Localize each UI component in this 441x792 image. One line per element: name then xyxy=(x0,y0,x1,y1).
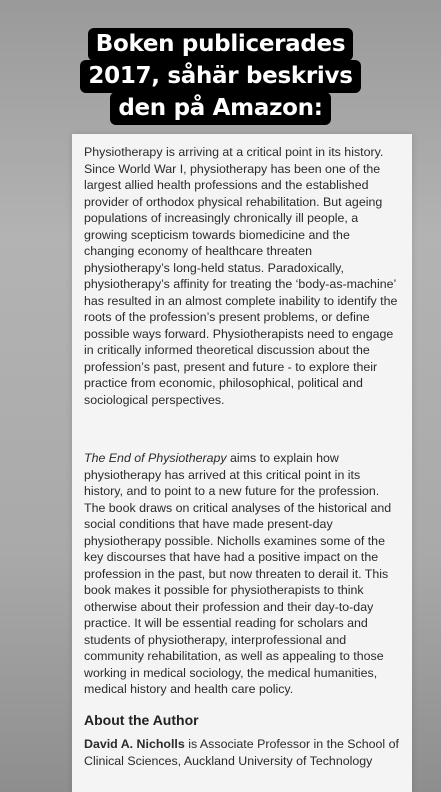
description-paragraph-2 xyxy=(84,450,400,698)
description-paragraph-1: Physiotherapy is arriving at a critical point in its history. Since World War I, physiotherapy has been one of the largest allied health professions and the established provider of orthodox physical rehabilitation. But ageing populations of increasingly chronically ill people, a growing scepticism towards biomedicine and the changing economy of healthcare threaten physiotherapy’s long-held status. Paradoxically, physiotherapy’s affinity for treating the ‘body-as-machine’ has resulted in an almost complete inability to identify the roots of the profession’s present problems, or define possible ways forward. Physiotherapists need to engage in critically informed theoretical discussion about the profession’s past, present and future - to explore their practice from economic, philosophical, political and sociological perspectives. xyxy=(84,145,398,407)
book-title: The End of Physiotherapy xyxy=(84,451,227,465)
about-author-heading: About the Author xyxy=(84,711,199,728)
author-bio xyxy=(84,736,400,769)
description-paragraph-2-text: aims to explain how physiotherapy has arrived at this critical point in its history, and to point to a new future for the profession. The book draws on critical analyses of the historical and social conditions that have made present-day physiotherapy possible. Nicholls examines some of the key discourses that have had a positive impact on the profession in the past, but now threaten to derail it. This book makes it possible for physiotherapists to think otherwise about their profession and their day-to-day practice. It will be essential reading for scholars and students of physiotherapy, interprofessional and community rehabilitation, as well as appealing to those working in medical sociology, the medical humanities, medical history and health care policy. xyxy=(84,451,392,696)
author-bio-text: is Associate Professor in the School of Clinical Sciences, Auckland University of Technology xyxy=(84,737,399,768)
paragraph-spacer xyxy=(84,408,400,450)
story-caption xyxy=(0,28,441,125)
caption-line-3: den på Amazon: xyxy=(110,92,330,125)
book-description-screenshot xyxy=(72,134,412,792)
author-name: David A. Nicholls xyxy=(84,737,185,751)
caption-line-2: 2017, såhär beskrivs xyxy=(80,60,360,93)
caption-line-1: Boken publicerades xyxy=(88,28,354,61)
